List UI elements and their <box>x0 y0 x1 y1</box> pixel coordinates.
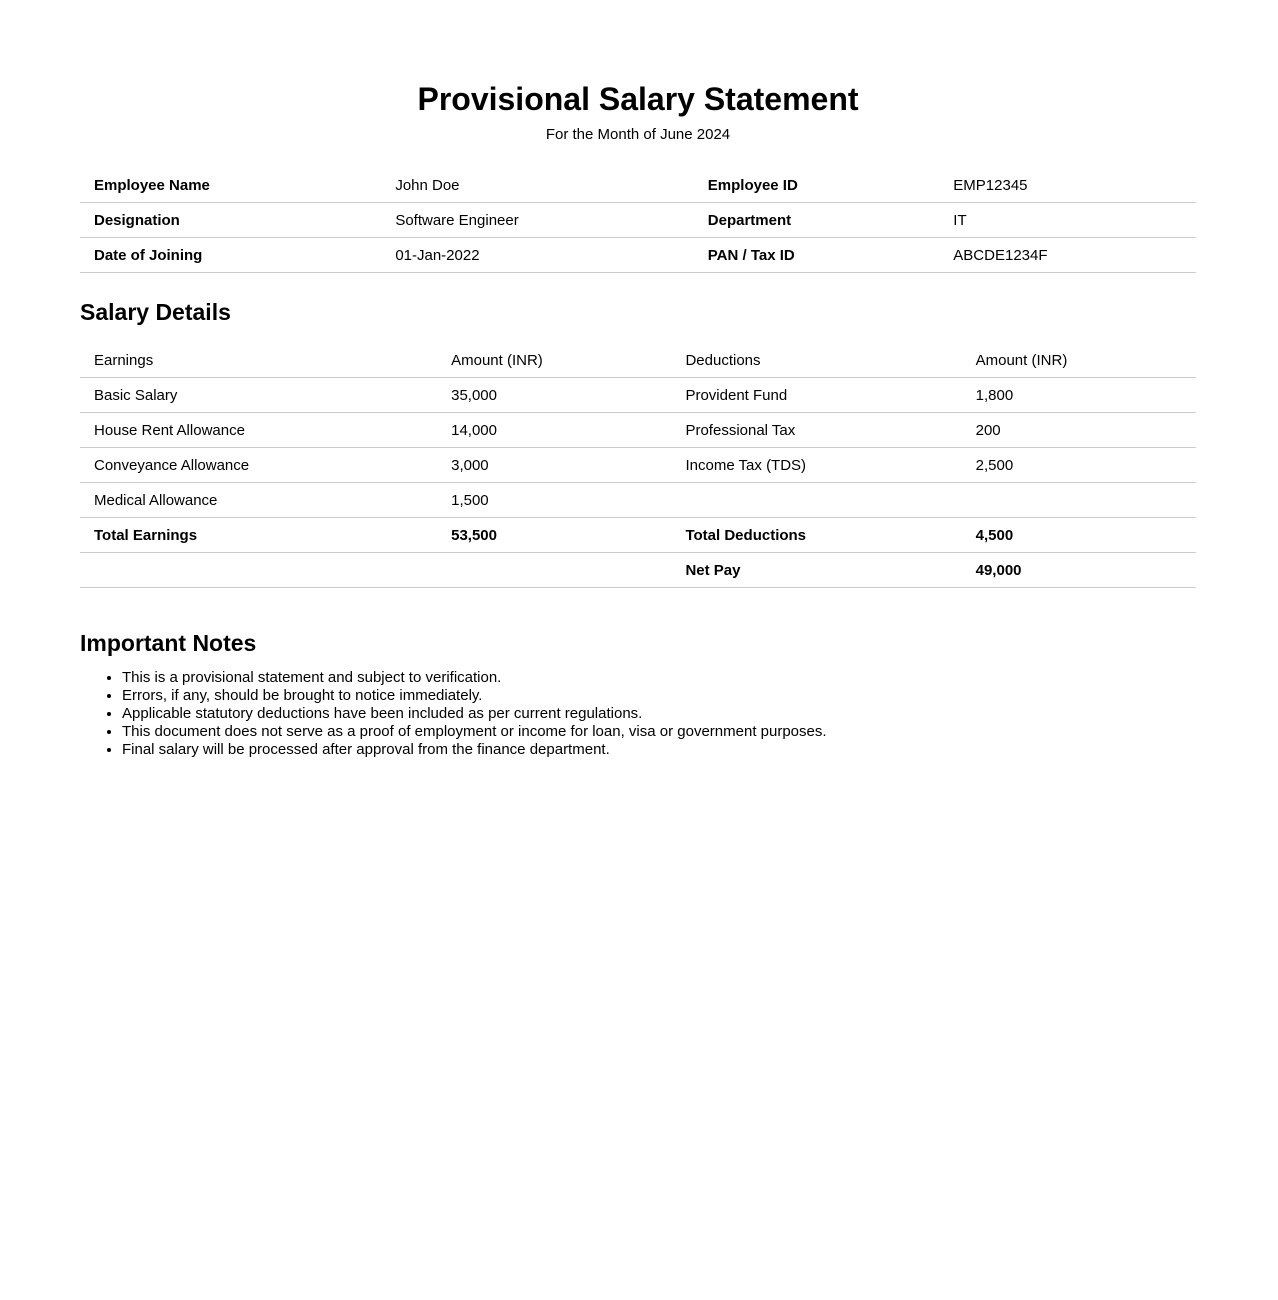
table-row <box>80 168 1196 203</box>
list-item: • Applicable statutory deductions have been included as per current regulations. <box>122 705 1196 723</box>
earnings-column-header: Earnings <box>80 343 437 378</box>
table-row <box>80 238 1196 273</box>
table-header-row <box>80 343 1196 378</box>
designation-label: Designation <box>80 203 381 238</box>
total-deductions-amount: 4,500 <box>962 517 1196 552</box>
earning-amount: 3,000 <box>437 447 671 482</box>
page-title: Provisional Salary Statement <box>417 81 859 117</box>
employee-info-table <box>80 168 1196 273</box>
list-item: • Errors, if any, should be brought to notice immediately. <box>122 687 1196 705</box>
earning-item: Medical Allowance <box>80 482 437 517</box>
earnings-amount-column-header: Amount (INR) <box>437 343 671 378</box>
list-item: • This is a provisional statement and subject to verification. <box>122 669 1196 687</box>
department-label: Department <box>694 203 940 238</box>
earning-item: House Rent Allowance <box>80 412 437 447</box>
deduction-amount: 2,500 <box>962 447 1196 482</box>
table-row <box>80 412 1196 447</box>
earning-amount: 1,500 <box>437 482 671 517</box>
deduction-item: Income Tax (TDS) <box>671 447 961 482</box>
pan-tax-id-value: ABCDE1234F <box>939 238 1196 273</box>
department-value: IT <box>939 203 1196 238</box>
earning-item: Conveyance Allowance <box>80 447 437 482</box>
list-item: • This document does not serve as a proof of employment or income for loan, visa or government purposes. <box>122 723 1196 741</box>
net-pay-row <box>80 552 1196 587</box>
employee-id-label: Employee ID <box>694 168 940 203</box>
table-row <box>80 447 1196 482</box>
earning-item: Basic Salary <box>80 377 437 412</box>
total-earnings-amount: 53,500 <box>437 517 671 552</box>
deduction-item <box>671 482 961 517</box>
pan-tax-id-label: PAN / Tax ID <box>694 238 940 273</box>
important-notes-list <box>80 669 1196 759</box>
deduction-amount: 200 <box>962 412 1196 447</box>
earning-amount: 35,000 <box>437 377 671 412</box>
deductions-column-header: Deductions <box>671 343 961 378</box>
deduction-item: Professional Tax <box>671 412 961 447</box>
net-pay-label: Net Pay <box>671 552 961 587</box>
deduction-item: Provident Fund <box>671 377 961 412</box>
page-subtitle: For the Month of June 2024 <box>545 126 731 144</box>
deductions-amount-column-header: Amount (INR) <box>962 343 1196 378</box>
date-of-joining-label: Date of Joining <box>80 238 381 273</box>
employee-name-value: John Doe <box>381 168 693 203</box>
totals-row <box>80 517 1196 552</box>
date-of-joining-value: 01-Jan-2022 <box>381 238 693 273</box>
total-earnings-label: Total Earnings <box>80 517 437 552</box>
salary-details-heading: Salary Details <box>80 299 231 326</box>
table-row <box>80 203 1196 238</box>
employee-name-label: Employee Name <box>80 168 381 203</box>
earning-amount: 14,000 <box>437 412 671 447</box>
net-pay-amount: 49,000 <box>962 552 1196 587</box>
deduction-amount <box>962 482 1196 517</box>
table-row <box>80 377 1196 412</box>
total-deductions-label: Total Deductions <box>671 517 961 552</box>
list-item: • Final salary will be processed after approval from the finance department. <box>122 741 1196 759</box>
important-notes-heading: Important Notes <box>80 629 257 656</box>
table-row <box>80 482 1196 517</box>
employee-id-value: EMP12345 <box>939 168 1196 203</box>
designation-value: Software Engineer <box>381 203 693 238</box>
salary-details-table <box>80 343 1196 588</box>
deduction-amount: 1,800 <box>962 377 1196 412</box>
